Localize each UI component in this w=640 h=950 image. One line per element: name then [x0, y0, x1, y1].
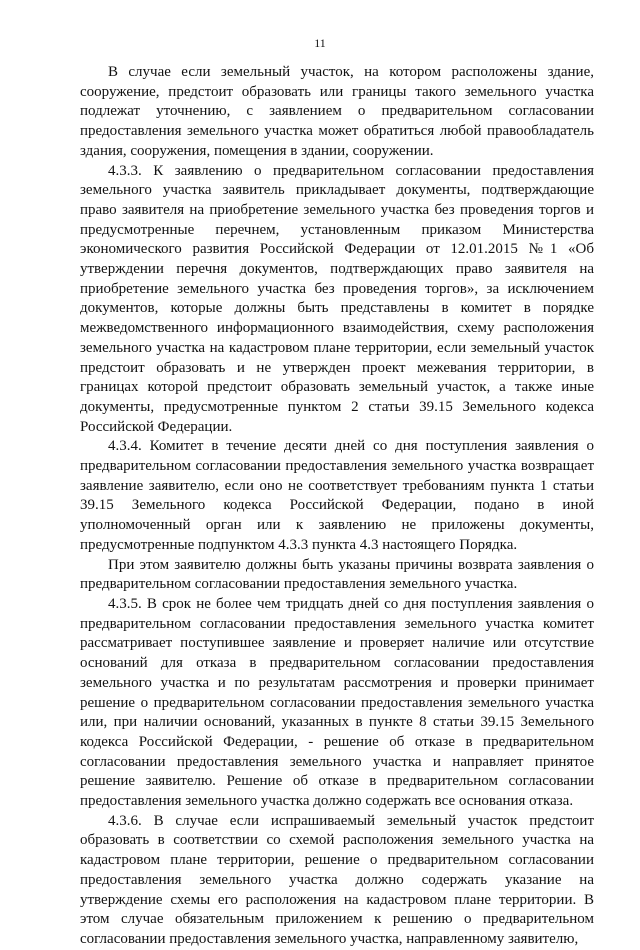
page-number: 11	[314, 36, 326, 50]
paragraph-return-reasons: При этом заявителю должны быть указаны причины возврата заявления о предварительном согласовании предоставления земельного участка.	[80, 556, 594, 593]
paragraph-4-3-6: 4.3.6. В случае если испрашиваемый земельный участок предстоит образовать в соответствии со схемой расположения земельного участка на кадастровом плане территории, решение о предварительном согласовании предоставления земельного участка должно содержать указание на утверждение схемы его расположения на кадастровом плане территории. В этом случае обязательным приложением к решению о предварительном согласовании предоставления земельного участка, направленному заявителю,	[80, 812, 594, 947]
paragraph-building-owner: В случае если земельный участок, на котором расположены здание, сооружение, предстоит образовать или границы такого земельного участка подлежат уточнению, с заявлением о предварительном согласовании предоставления земельного участка может обратиться любой правообладатель здания, сооружения, помещения в здании, сооружении.	[80, 64, 594, 159]
paragraph-4-3-3: 4.3.3. К заявлению о предварительном согласовании предоставления земельного участка заявитель прикладывает документы, подтверждающие право заявителя на приобретение земельного участка без проведения торгов и предусмотренные перечнем, установленным приказом Министерства экономического развития Российской Федерации от 12.01.2015 №1 «Об утверждении перечня документов, подтверждающих право заявителя на приобретение земельного участка без проведения торгов», за исключением документов, которые должны быть представлены в комитет в порядке межведомственного информационного взаимодействия, схему расположения земельного участка на кадастровом плане территории, если земельный участок предстоит образовать и не утвержден проект межевания территории, в границах которой предстоит образовать земельный участок, а также иные документы, предусмотренные пунктом 2 статьи 39.15 Земельного кодекса Российской Федерации.	[80, 162, 594, 435]
paragraph-4-3-4: 4.3.4. Комитет в течение десяти дней со дня поступления заявления о предварительном согласовании предоставления земельного участка возвращает заявление заявителю, если оно не соответствует требованиям пункта 1 статьи 39.15 Земельного кодекса Российской Федерации, подано в иной уполномоченный орган или к заявлению не приложены документы, предусмотренные подпунктом 4.3.3 пункта 4.3 настоящего Порядка.	[80, 438, 594, 553]
paragraph-4-3-5: 4.3.5. В срок не более чем тридцать дней со дня поступления заявления о предварительном согласовании предоставления земельного участка комитет рассматривает поступившее заявление и проверяет наличие или отсутствие оснований для отказа в предварительном согласовании предоставления земельного участка и по результатам рассмотрения и проверки принимает решение о предварительном согласовании предоставления земельного участка или, при наличии оснований, указанных в пункте 8 статьи 39.15 Земельного кодекса Российской Федерации, - решение об отказе в предварительном согласовании предоставления земельного участка и направляет принятое решение заявителю. Решение об отказе в предварительном согласовании предоставления земельного участка должно содержать все основания отказа.	[80, 595, 594, 810]
document-body	[80, 63, 594, 950]
